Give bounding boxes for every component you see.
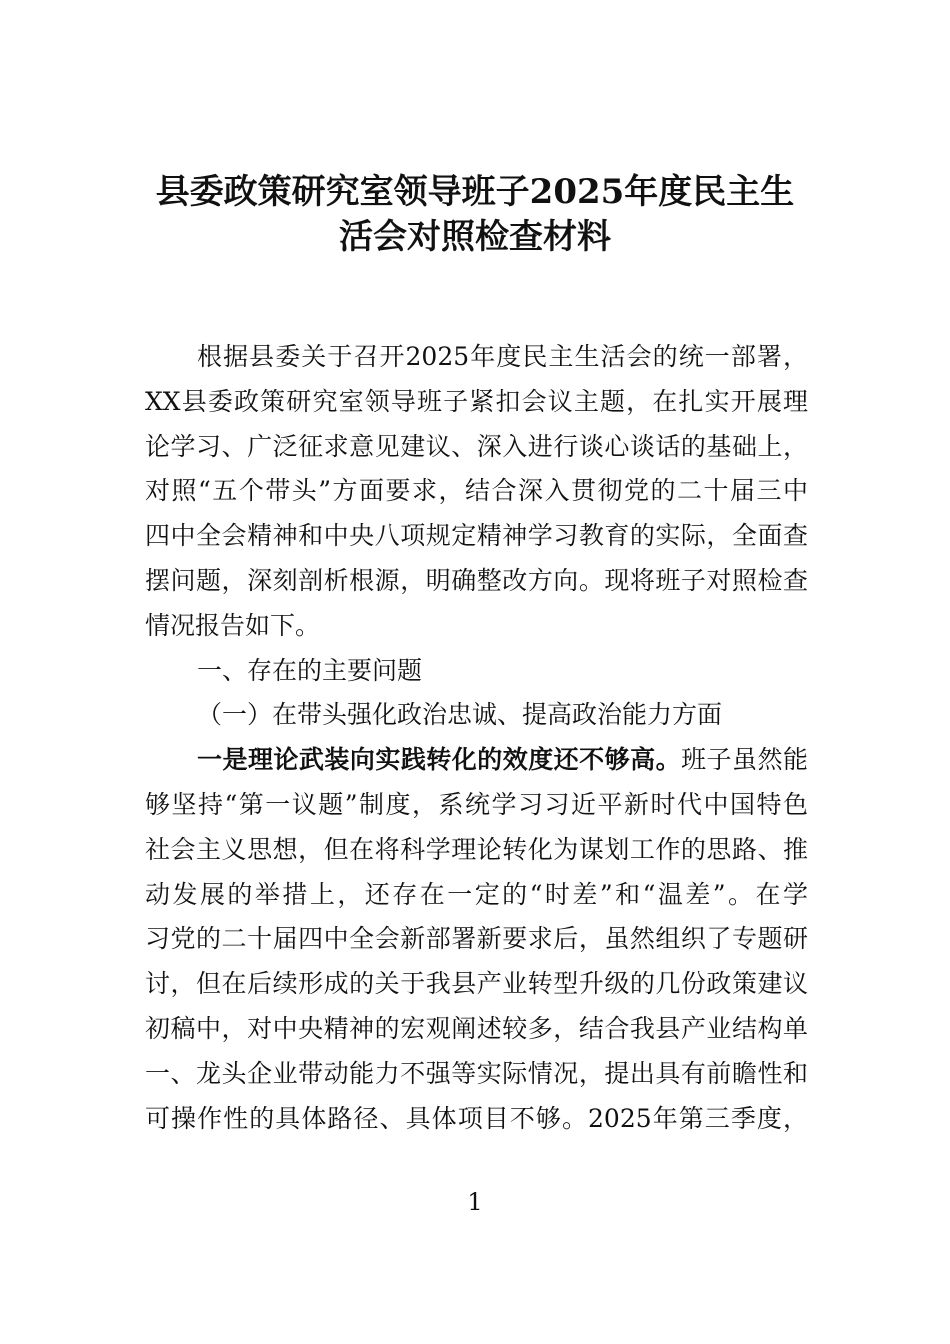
text-line: 根据县委关于召开2025年度民主生活会的统一部署， [197,342,808,371]
intro-paragraph [145,335,808,649]
point-text: 班子虽然能 [681,745,808,775]
text-line: XX县委政策研究室领导班子紧扣会议主题，在扎实开展理 [145,386,808,416]
text-line: 摆问题，深刻剖析根源，明确整改方向。现将班子对照检查 [145,565,808,595]
text-line: 初稿中，对中央精神的宏观阐述较多，结合我县产业结构单 [145,1013,808,1043]
text-line: 情况报告如下。 [145,610,321,640]
document-title-line-2: 活会对照检查材料 [339,217,611,257]
document-body [145,335,808,1141]
text-line: 一、龙头企业带动能力不强等实际情况，提出具有前瞻性和 [145,1058,808,1088]
text-line: 讨，但在后续形成的关于我县产业转型升级的几份政策建议 [145,969,808,999]
text-line [145,738,808,783]
point-one-paragraph [145,738,808,1141]
text-line: 习党的二十届四中全会新部署新要求后，虽然组织了专题研 [145,924,808,954]
text-line: 四中全会精神和中央八项规定精神学习教育的实际，全面查 [145,521,808,551]
text-line: 动发展的举措上，还存在一定的“时差”和“温差”。在学 [145,879,809,909]
text-line: 可操作性的具体路径、具体项目不够。2025年第三季度， [145,1103,808,1133]
page-number: 1 [467,1188,483,1216]
text-line: 对照“五个带头”方面要求，结合深入贯彻党的二十届三中 [145,476,808,506]
text-line: 够坚持“第一议题”制度，系统学习习近平新时代中国特色 [145,789,808,819]
section-heading: 一、存在的主要问题 [197,655,423,685]
document-title-line-1: 县委政策研究室领导班子2025年度民主生 [155,172,795,212]
text-line: 论学习、广泛征求意见建议、深入进行谈心谈话的基础上， [145,431,808,461]
subsection-heading: （一）在带头强化政治忠诚、提高政治能力方面 [197,700,723,730]
point-lead: 一是理论武装向实践转化的效度还不够高。 [197,745,682,775]
text-line: 社会主义思想，但在将科学理论转化为谋划工作的思路、推 [145,834,808,864]
